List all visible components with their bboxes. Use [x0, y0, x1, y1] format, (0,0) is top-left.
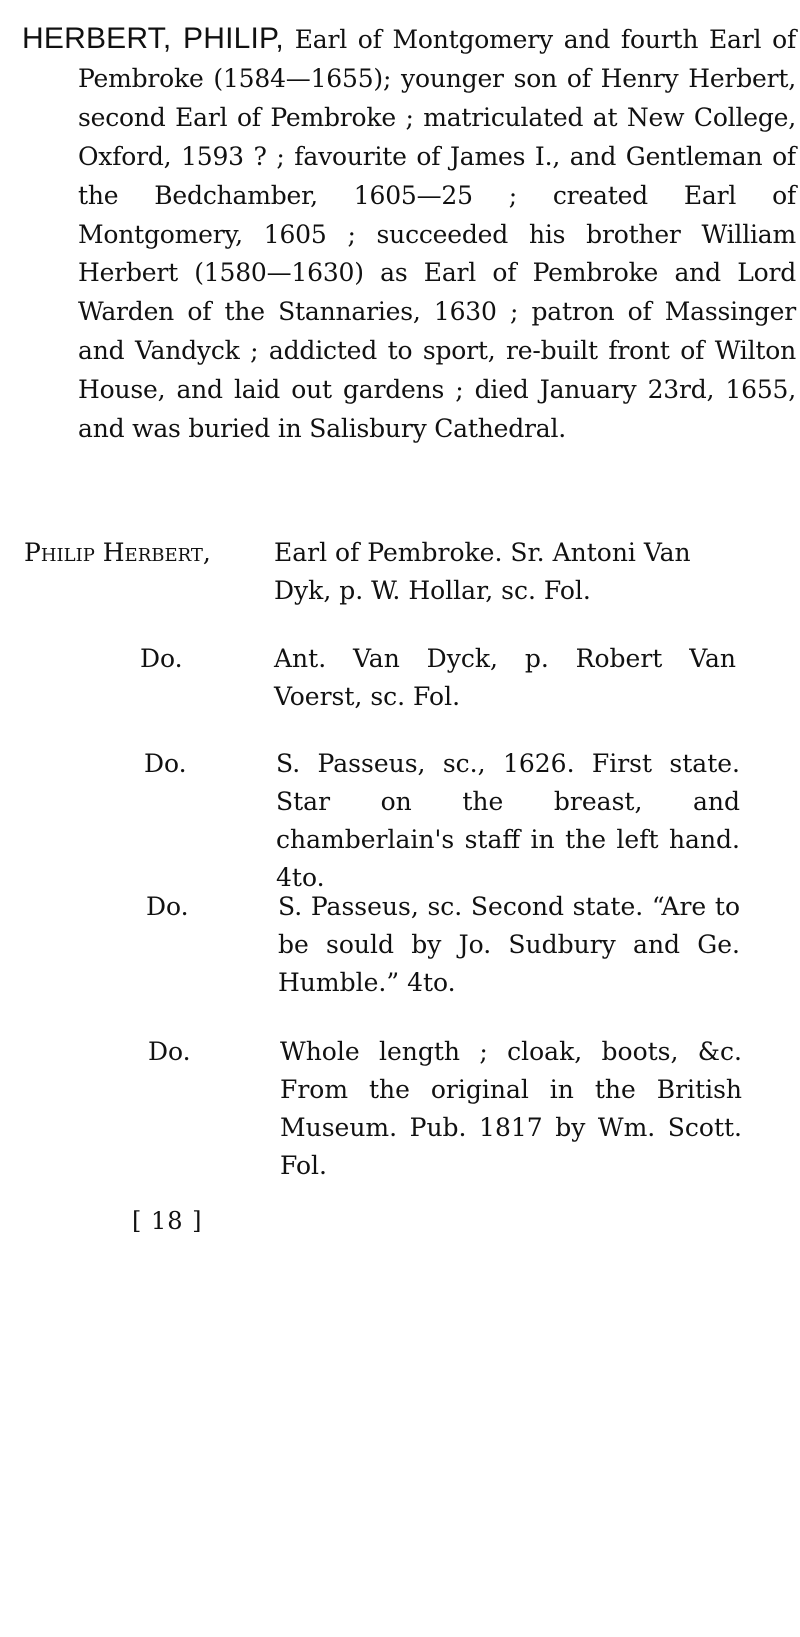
portrait-description: S. Passeus, sc. Second state. “Are to be sould by Jo. Sudbury and Ge. Humble.” 4to. [278, 892, 740, 997]
portrait-heading-line-1: Earl of Pembroke. Sr. Antoni Van [274, 538, 691, 567]
biography-entry [22, 20, 796, 449]
ditto-mark: Do. [144, 749, 187, 778]
page-number: [ 18 ] [132, 1207, 203, 1235]
portrait-description: Ant. Van Dyck, p. Robert Van Voerst, sc. Fol. [274, 644, 736, 711]
ditto-mark: Do. [148, 1037, 191, 1066]
portrait-heading-description [274, 534, 740, 610]
entry-text: Earl of Montgomery and fourth Earl of Pembroke (1584—1655); younger son of Henry Herbert, second Earl of Pembroke ; matriculated at New College, Oxford, 1593 ? ; favourite of James I., and Gentleman of the Bedchamber, 1605—25 ; created Earl of Montgomery, 1605 ; succeeded his brother William Herbert (1580—1630) as Earl of Pembroke and Lord Warden of the Stannaries, 1630 ; patron of Massinger and Vandyck ; addicted to sport, re-built front of Wilton House, and laid out gardens ; died January 23rd, 1655, and was buried in Salisbury Cathedral. [78, 25, 797, 444]
entry-name: HERBERT, PHILIP, [22, 22, 284, 55]
portrait-heading-line-2: Dyk, p. W. Hollar, sc. Fol. [274, 576, 591, 605]
portrait-description: S. Passeus, sc., 1626. First state. Star on the breast, and chamberlain's staff in the left hand. 4to. [276, 749, 740, 892]
portrait-description: Whole length ; cloak, boots, &c. From the original in the British Museum. Pub. 1817 by Wm. Scott. Fol. [280, 1037, 742, 1180]
portrait-sitter-name: Philip Herbert, [24, 538, 211, 567]
ditto-mark: Do. [140, 644, 183, 673]
ditto-mark: Do. [146, 892, 189, 921]
